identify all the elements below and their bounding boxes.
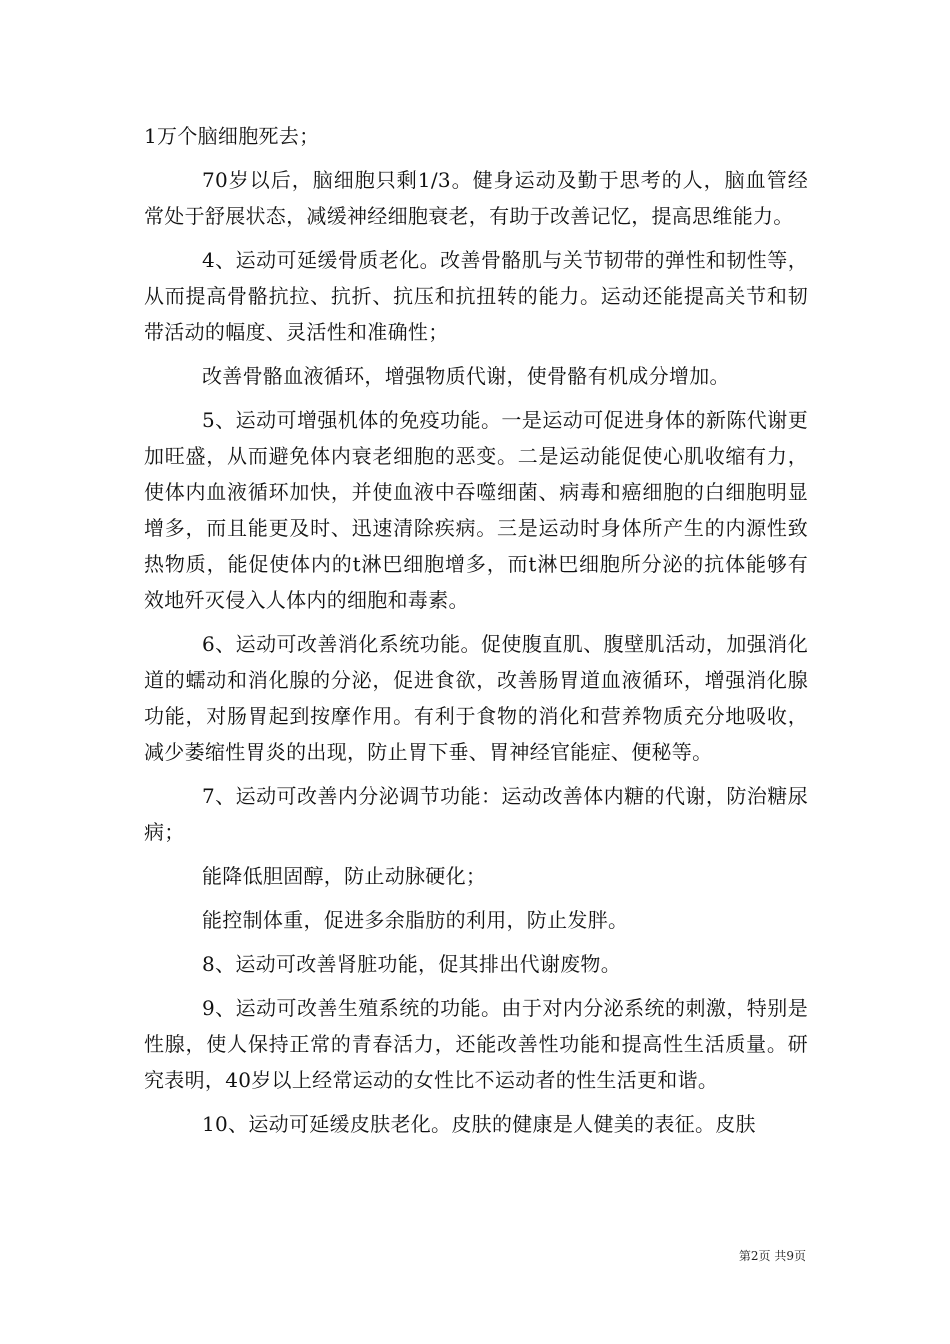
paragraph-point-6-digestion: 6、运动可改善消化系统功能。促使腹直肌、腹壁肌活动，加强消化道的蠕动和消化腺的分泌，促进食欲，改善肠胃道血液循环，增强消化腺功能，对肠胃起到按摩作用。有利于食物的消化和营养物质充分地吸收，减少萎缩性胃炎的出现，防止胃下垂、胃神经官能症、便秘等。 (144, 632, 808, 764)
paragraph-cholesterol: 能降低胆固醇，防止动脉硬化； (202, 864, 487, 888)
document-body (144, 118, 808, 1150)
paragraph-weight-control: 能控制体重，促进多余脂肪的利用，防止发胖。 (202, 908, 629, 932)
paragraph-bone-circulation: 改善骨骼血液循环，增强物质代谢，使骨骼有机成分增加。 (202, 364, 730, 388)
paragraph-point-5-immunity: 5、运动可增强机体的免疫功能。一是运动可促进身体的新陈代谢更加旺盛，从而避免体内衰老细胞的恶变。二是运动能促使心肌收缩有力，使体内血液循环加快，并使血液中吞噬细菌、病毒和癌细胞的白细胞明显增多，而且能更及时、迅速清除疾病。三是运动时身体所产生的内源性致热物质，能促使体内的t淋巴细胞增多，而t淋巴细胞所分泌的抗体能够有效地歼灭侵入人体内的细胞和毒素。 (144, 408, 808, 612)
paragraph-point-4-bone: 4、运动可延缓骨质老化。改善骨骼肌与关节韧带的弹性和韧性等，从而提高骨骼抗拉、抗折、抗压和抗扭转的能力。运动还能提高关节和韧带活动的幅度、灵活性和准确性； (144, 248, 808, 344)
paragraph-point-8-kidney: 8、运动可改善肾脏功能，促其排出代谢废物。 (202, 952, 622, 976)
paragraph-point-7-endocrine: 7、运动可改善内分泌调节功能：运动改善体内糖的代谢，防治糖尿病； (144, 784, 808, 844)
paragraph-brain-cells-death: 1万个脑细胞死去； (144, 124, 320, 148)
paragraph-brain-after-70: 70岁以后，脑细胞只剩1/3。健身运动及勤于思考的人，脑血管经常处于舒展状态，减缓神经细胞衰老，有助于改善记忆，提高思维能力。 (144, 168, 808, 228)
page-number-footer: 第2页 共9页 (738, 1249, 806, 1263)
paragraph-point-9-reproductive: 9、运动可改善生殖系统的功能。由于对内分泌系统的刺激，特别是性腺，使人保持正常的青春活力，还能改善性功能和提高性生活质量。研究表明，40岁以上经常运动的女性比不运动者的性生活更和谐。 (144, 996, 808, 1092)
paragraph-point-10-skin: 10、运动可延缓皮肤老化。皮肤的健康是人健美的表征。皮肤 (202, 1112, 756, 1136)
